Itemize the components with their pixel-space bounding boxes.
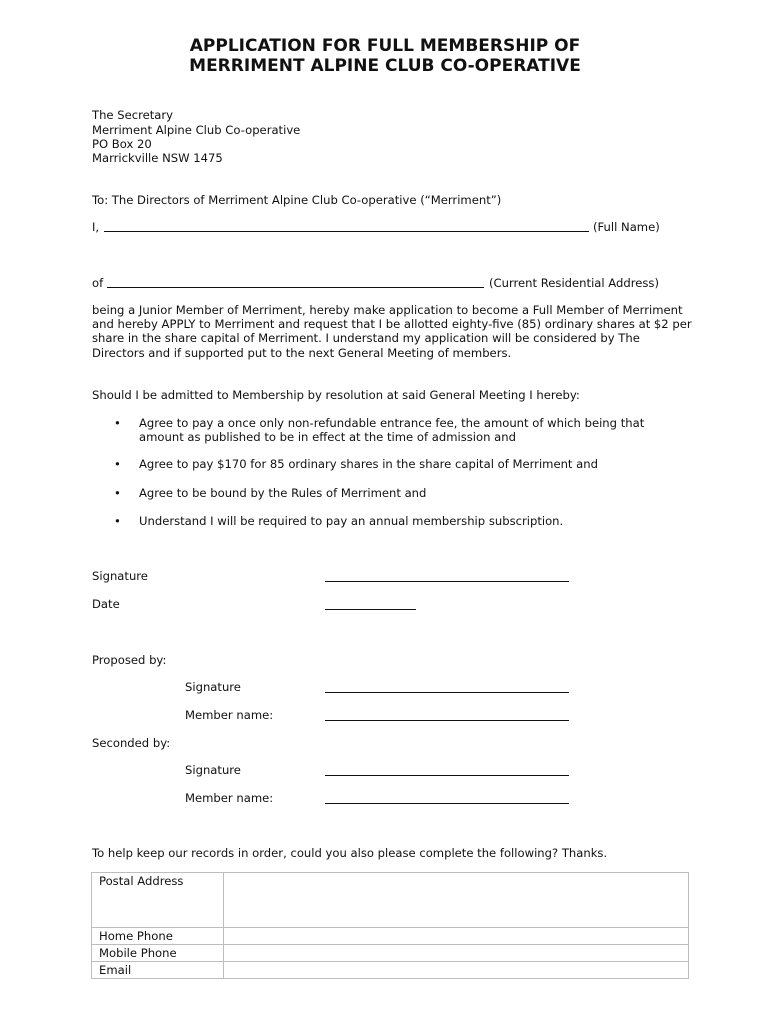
applicant-signature-field[interactable]	[325, 581, 569, 582]
records-intro: To help keep our records in order, could you also please complete the following? Thanks.	[92, 846, 608, 860]
table-row	[92, 928, 689, 945]
applicant-date-label: Date	[92, 597, 120, 611]
bullet-icon: •	[114, 514, 121, 528]
home-phone-label: Home Phone	[92, 928, 224, 945]
bullet-icon: •	[114, 486, 121, 500]
full-name-prefix: I,	[92, 220, 100, 234]
form-title	[0, 36, 770, 76]
applicant-date-field[interactable]	[325, 609, 416, 610]
residential-address-label: (Current Residential Address)	[489, 276, 659, 290]
residential-address-field[interactable]	[107, 287, 484, 288]
bullet-item: Agree to be bound by the Rules of Merriment and	[139, 486, 427, 500]
full-name-field[interactable]	[104, 231, 589, 232]
records-table	[91, 872, 689, 979]
address-line-1: The Secretary	[92, 108, 174, 122]
home-phone-input[interactable]	[224, 928, 689, 945]
bullet-item: Agree to pay $170 for 85 ordinary shares in the share capital of Merriment and	[139, 457, 598, 471]
proposed-by-heading: Proposed by:	[92, 653, 167, 667]
postal-address-input[interactable]	[224, 873, 689, 928]
address-line-4: Marrickville NSW 1475	[92, 151, 223, 165]
seconder-signature-field[interactable]	[325, 775, 569, 776]
form-title-line-1: APPLICATION FOR FULL MEMBERSHIP OF	[189, 36, 581, 56]
mobile-phone-label: Mobile Phone	[92, 945, 224, 962]
application-paragraph: being a Junior Member of Merriment, hereby make application to become a Full Member of Merriment and hereby APPLY to Merriment and request that I be allotted eighty-five (85) ordinary shares at $2 per share in the share capital of Merriment. I understand my application will be considered by The Directors and if supported put to the next General Meeting of members.	[92, 303, 692, 360]
table-row	[92, 962, 689, 979]
proposer-member-name-label: Member name:	[185, 708, 274, 722]
address-prefix: of	[92, 276, 104, 290]
proposer-signature-label: Signature	[185, 680, 241, 694]
email-input[interactable]	[224, 962, 689, 979]
bullet-item: Understand I will be required to pay an annual membership subscription.	[139, 514, 564, 528]
address-line-3: PO Box 20	[92, 137, 152, 151]
to-directors-line: To: The Directors of Merriment Alpine Club Co-operative (“Merriment”)	[92, 193, 502, 207]
address-line-2: Merriment Alpine Club Co-operative	[92, 122, 301, 137]
email-label: Email	[92, 962, 224, 979]
proposer-member-name-field[interactable]	[325, 720, 569, 721]
seconded-by-heading: Seconded by:	[92, 736, 171, 750]
postal-address-label: Postal Address	[92, 873, 224, 928]
table-row	[92, 873, 689, 928]
form-title-line-2: MERRIMENT ALPINE CLUB CO-OPERATIVE	[189, 56, 581, 76]
seconder-member-name-field[interactable]	[325, 803, 569, 804]
bullet-icon: •	[114, 457, 121, 471]
applicant-signature-label: Signature	[92, 569, 148, 583]
seconder-signature-label: Signature	[185, 763, 241, 777]
bullet-icon: •	[114, 416, 121, 430]
proposer-signature-field[interactable]	[325, 692, 569, 693]
seconder-member-name-label: Member name:	[185, 791, 274, 805]
table-row	[92, 945, 689, 962]
admission-intro: Should I be admitted to Membership by resolution at said General Meeting I hereby:	[92, 388, 580, 402]
full-name-label: (Full Name)	[593, 220, 660, 234]
mobile-phone-input[interactable]	[224, 945, 689, 962]
bullet-item: Agree to pay a once only non-refundable entrance fee, the amount of which being that amount as published to be in effect at the time of admission and	[139, 416, 645, 445]
